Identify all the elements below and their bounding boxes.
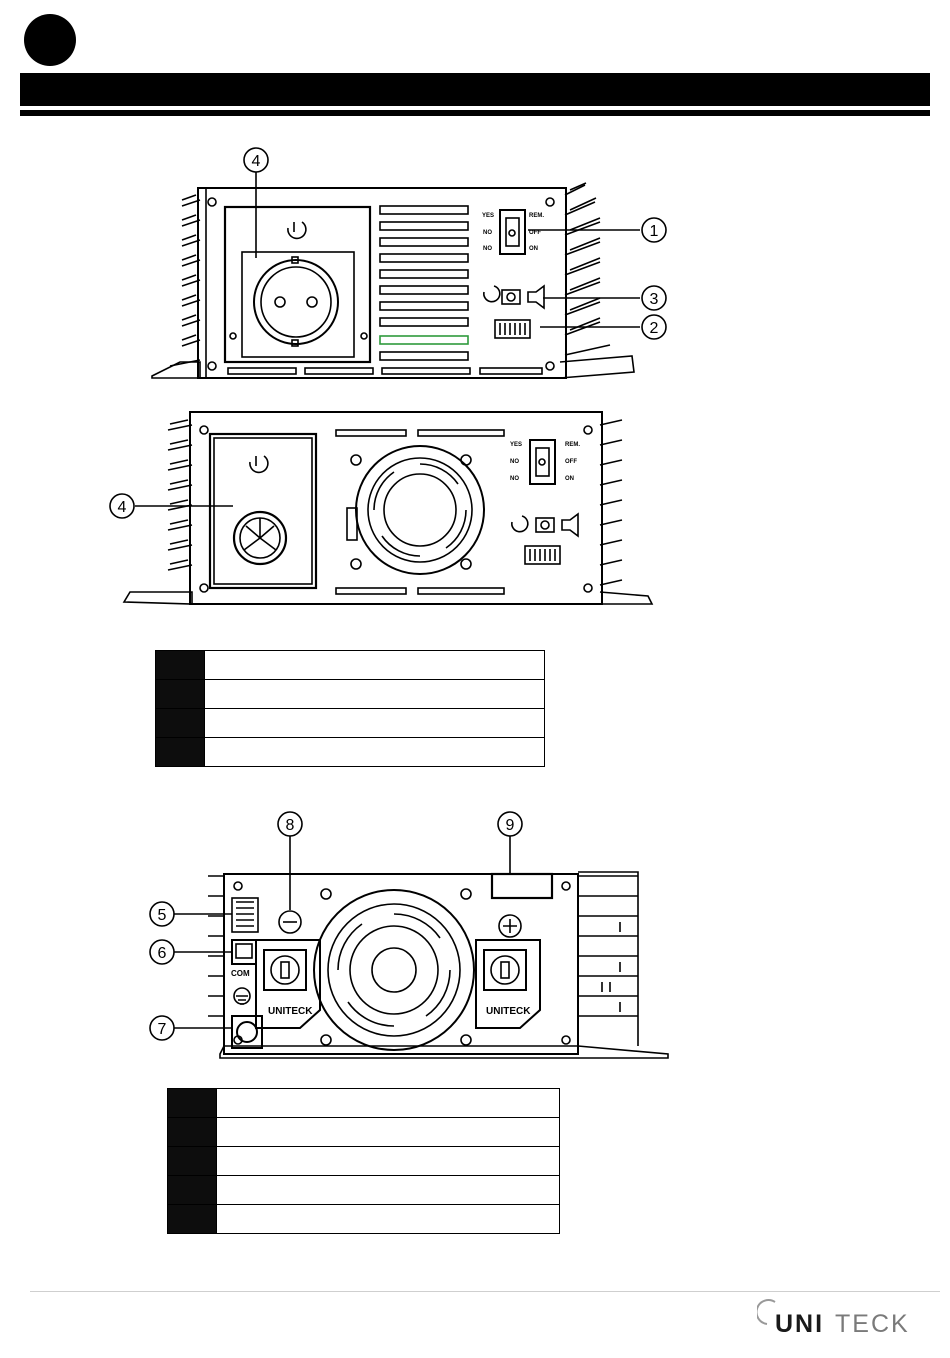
table-key-cell bbox=[156, 709, 205, 738]
callout-5: 5 bbox=[157, 907, 167, 924]
table-row bbox=[156, 709, 545, 738]
table-key-cell bbox=[156, 738, 205, 767]
callout-8: 8 bbox=[285, 817, 295, 834]
legend-table-rear bbox=[167, 1088, 560, 1234]
callout-4-fan-view: 4 bbox=[117, 499, 127, 516]
table-key-cell bbox=[168, 1176, 217, 1205]
switch-label-rem: REM. bbox=[529, 213, 544, 219]
table-value-cell bbox=[205, 651, 545, 680]
switch-label-yes-2: YES bbox=[510, 442, 523, 448]
table-row bbox=[156, 738, 545, 767]
table-value-cell bbox=[205, 709, 545, 738]
com-port-label: COM bbox=[231, 969, 250, 978]
table-row bbox=[168, 1205, 560, 1234]
table-row bbox=[168, 1118, 560, 1147]
logo-text-uni: UNI bbox=[775, 1310, 825, 1338]
switch-label-off: OFF bbox=[529, 230, 541, 236]
heat-sink-fins-left bbox=[170, 195, 200, 366]
callout-9: 9 bbox=[505, 817, 515, 834]
legend-table-front bbox=[155, 650, 545, 767]
heat-sink-fins-left bbox=[168, 420, 192, 570]
table-key-cell bbox=[168, 1147, 217, 1176]
switch-label-no-4: NO bbox=[510, 476, 519, 482]
table-value-cell bbox=[217, 1089, 560, 1118]
terminal-brand-left: UNITECK bbox=[268, 1006, 313, 1017]
table-row bbox=[168, 1147, 560, 1176]
section-number-badge bbox=[24, 14, 76, 66]
section-title-bar bbox=[20, 73, 930, 106]
table-row bbox=[168, 1176, 560, 1205]
table-key-cell bbox=[156, 651, 205, 680]
switch-label-rem-2: REM. bbox=[565, 442, 580, 448]
inverter-front-view-socket bbox=[140, 140, 710, 390]
title-underline bbox=[20, 110, 930, 116]
table-value-cell bbox=[205, 680, 545, 709]
callout-2: 2 bbox=[649, 320, 659, 337]
callout-4: 4 bbox=[251, 153, 261, 170]
table-row bbox=[156, 651, 545, 680]
table-row bbox=[168, 1089, 560, 1118]
switch-label-on: ON bbox=[529, 246, 538, 252]
table-key-cell bbox=[168, 1089, 217, 1118]
table-key-cell bbox=[168, 1205, 217, 1234]
callout-6: 6 bbox=[157, 945, 167, 962]
vent-slots bbox=[380, 206, 468, 360]
table-value-cell bbox=[217, 1176, 560, 1205]
heat-sink-fins-right bbox=[565, 183, 610, 355]
inverter-rear-view bbox=[140, 810, 680, 1065]
callout-1: 1 bbox=[649, 223, 659, 240]
logo-text-teck: TECK bbox=[835, 1310, 910, 1338]
table-value-cell bbox=[217, 1147, 560, 1176]
table-key-cell bbox=[156, 680, 205, 709]
terminal-brand-right: UNITECK bbox=[486, 1006, 531, 1017]
table-row bbox=[156, 680, 545, 709]
inverter-front-view-fan bbox=[100, 400, 670, 610]
switch-label-on-2: ON bbox=[565, 476, 574, 482]
switch-label-no-3: NO bbox=[510, 459, 519, 465]
uniteck-logo bbox=[757, 1292, 927, 1338]
callout-3: 3 bbox=[649, 291, 659, 308]
switch-label-no: NO bbox=[483, 230, 492, 236]
heat-sink-fins-right bbox=[600, 420, 622, 585]
table-value-cell bbox=[205, 738, 545, 767]
switch-label-no-2: NO bbox=[483, 246, 492, 252]
table-value-cell bbox=[217, 1205, 560, 1234]
callout-7: 7 bbox=[157, 1021, 167, 1038]
switch-label-off-2: OFF bbox=[565, 459, 577, 465]
switch-label-yes: YES bbox=[482, 213, 495, 219]
table-value-cell bbox=[217, 1118, 560, 1147]
table-key-cell bbox=[168, 1118, 217, 1147]
